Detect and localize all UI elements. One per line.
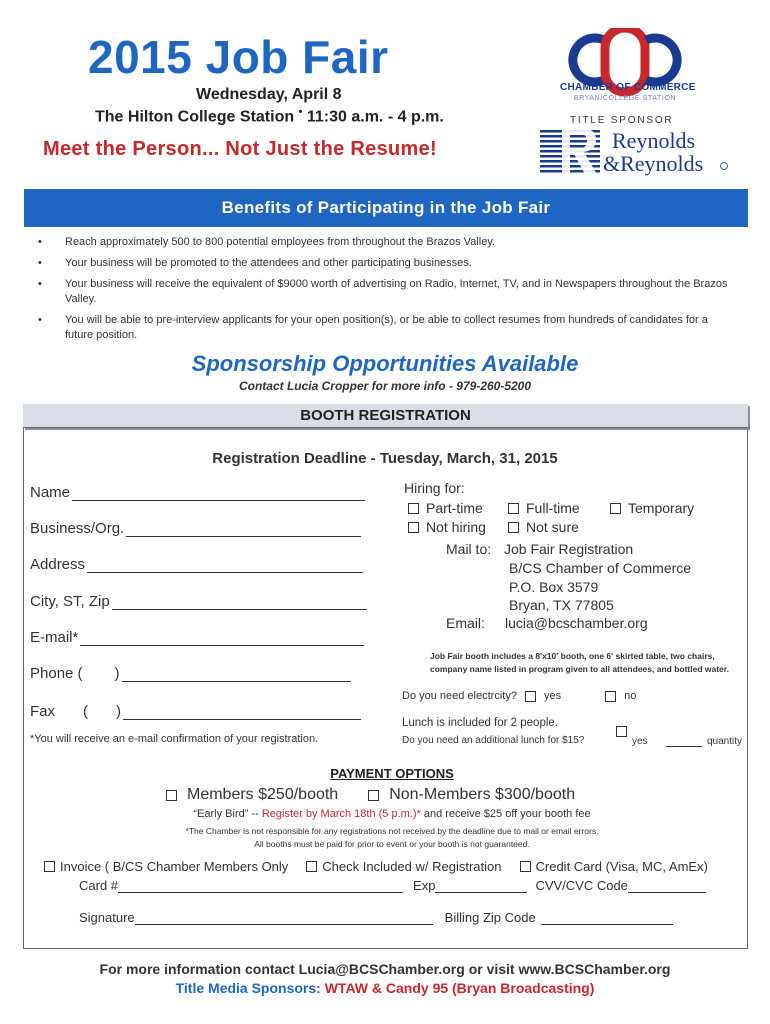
business-field[interactable] [30,520,361,537]
sponsor-line1: Reynolds [612,128,696,153]
invoice-checkbox[interactable] [44,861,55,872]
part-time-option[interactable] [408,500,483,516]
phone-line[interactable] [122,668,351,682]
exp-line[interactable] [435,881,527,893]
business-label: Business/Org. [30,520,125,537]
lunch-quantity-label: quantity [707,736,743,747]
electricity-label: Do you need electrcity? [402,690,517,702]
event-time: 11:30 a.m. - 4 p.m. [306,108,444,126]
payment-methods [44,859,708,874]
temporary-label: Temporary [628,500,695,516]
fax-close: ) [116,703,122,720]
lunch-quantity-field[interactable] [666,736,742,747]
registration-email [446,615,648,631]
full-time-option[interactable] [508,500,580,516]
benefits-heading: Benefits of Participating in the Job Fair [24,189,748,227]
title-sponsor-label: TITLE SPONSOR [570,115,674,126]
footer-contact: For more information contact Lucia@BCSChamber.org or visit www.BCSChamber.org [99,961,671,977]
benefit-item: • You will be able to pre-interview applicants for your open position(s), or be able to collect resumes from hundreds of candidates for a future position. [38,313,738,343]
address-label: Address [30,556,86,573]
hiring-label: Hiring for: [404,480,465,496]
sponsorship-heading: Sponsorship Opportunities Available [191,351,579,376]
media-sponsors-names: WTAW & Candy 95 (Bryan Broadcasting) [324,980,595,996]
phone-field[interactable] [30,665,351,682]
fax-label: Fax [30,703,56,720]
electricity-yes-label: yes [543,690,562,702]
fax-line[interactable] [123,706,361,720]
lunch-question: Do you need an additional lunch for $15? [402,735,585,746]
lunch-yes-checkbox[interactable] [616,726,627,737]
billing-zip-label: Billing Zip Code [444,910,536,925]
temporary-checkbox[interactable] [610,503,621,514]
name-line[interactable] [72,487,365,501]
event-tagline: Meet the Person... Not Just the Resume! [43,138,437,160]
not-sure-checkbox[interactable] [508,522,519,533]
booth-includes-note: Job Fair booth includes a 8'x10' booth, one 6' skirted table, two chairs, company name listed in program given to all attendees, and bottled water. [430,651,729,674]
chamber-name: CHAMBER OF COMMERCE [560,82,696,93]
chamber-subtitle: BRYAN/COLLEGE STATION [573,95,677,102]
fax-open: ( [83,703,89,720]
benefit-item: • Reach approximately 500 to 800 potential employees from throughout the Brazos Valley. [38,235,738,250]
cvv-line[interactable] [628,881,706,893]
benefit-item: • Your business will receive the equivalent of $9000 worth of advertising on Radio, Internet, TV, and in Newspapers throughout the Brazos Valley. [38,277,738,307]
city-line[interactable] [112,596,367,610]
benefits-list [38,235,738,349]
business-line[interactable] [126,523,361,537]
venue-name: The Hilton College Station [95,108,295,126]
email-row-label: Email: [446,615,485,631]
part-time-checkbox[interactable] [408,503,419,514]
sponsorship-contact: Contact Lucia Cropper for more info - 979-260-5200 [238,379,532,393]
footer-media-sponsors [0,980,770,996]
name-field[interactable] [30,484,365,501]
benefit-item: • Your business will be promoted to the attendees and other participating businesses. [38,256,738,271]
confirmation-note: *You will receive an e-mail confirmation of your registration. [30,733,319,745]
electricity-no-checkbox[interactable] [605,691,616,702]
mail-line2: B/CS Chamber of Commerce [509,559,692,576]
registration-email-address[interactable]: lucia@bcschamber.org [505,615,648,631]
mail-line1: Job Fair Registration [504,541,634,557]
exp-label: Exp [413,878,436,893]
part-time-label: Part-time [426,500,483,516]
reynolds-r-mark-icon [540,128,600,176]
not-sure-option[interactable] [508,519,579,535]
full-time-checkbox[interactable] [508,503,519,514]
email-line[interactable] [80,632,364,646]
signature-row [79,910,673,925]
invoice-label: Invoice ( B/CS Chamber Members Only [60,859,289,874]
cvv-label: CVV/CVC Code [535,878,628,893]
disclaimer-line1: *The Chamber is not responsible for any registrations not received by the deadline due to mail or email errors. [185,826,599,836]
lunch-yes-label: yes [632,736,648,747]
registration-header: BOOTH REGISTRATION [23,404,748,428]
media-sponsors-label: Title Media Sponsors: [175,980,321,996]
name-label: Name [30,484,71,501]
membership-pricing [166,786,575,804]
payment-options-heading: PAYMENT OPTIONS [330,766,454,781]
signature-label: Signature [79,910,135,925]
not-sure-label: Not sure [526,519,579,535]
not-hiring-option[interactable] [408,519,486,535]
reynolds-logo [540,128,730,178]
city-label: City, ST, Zip [30,593,110,610]
address-line[interactable] [87,559,363,573]
event-venue-time [95,106,444,126]
mail-label: Mail to: [446,541,492,557]
phone-label: Phone ( [30,665,83,682]
electricity-question [402,690,636,702]
mail-line3: P.O. Box 3579 [509,578,599,595]
signature-line[interactable] [135,913,433,925]
credit-card-checkbox[interactable] [520,861,531,872]
event-date: Wednesday, April 8 [196,86,342,103]
not-hiring-checkbox[interactable] [408,522,419,533]
lunch-note: Lunch is included for 2 people. [402,717,558,729]
early-bird-deadline: Register by March 18th (5 p.m.)* [261,808,421,820]
fax-field[interactable] [30,703,361,720]
venue-separator: • [298,106,303,118]
registration-deadline: Registration Deadline - Tuesday, March, 31, 2015 [212,450,558,467]
electricity-yes-checkbox[interactable] [525,691,536,702]
non-members-checkbox[interactable] [368,790,379,801]
event-title: 2015 Job Fair [88,31,389,83]
mail-line4: Bryan, TX 77805 [509,597,614,614]
mail-address [446,540,691,615]
disclaimer-line2: All booths must be paid for prior to event or your booth is not guaranteed. [254,839,530,849]
credit-card-label: Credit Card (Visa, MC, AmEx) [535,859,708,874]
not-hiring-label: Not hiring [426,519,486,535]
email-field[interactable] [30,629,364,646]
members-price: Members $250/booth [187,786,339,803]
address-field[interactable] [30,556,363,573]
full-time-label: Full-time [526,500,580,516]
early-bird-prefix: “Early Bird” -- [193,808,262,820]
early-bird-note [0,808,770,820]
city-field[interactable] [30,593,367,610]
check-label: Check Included w/ Registration [322,859,502,874]
card-number-label: Card # [79,878,119,893]
early-bird-discount: and receive $25 off your booth fee [420,808,591,820]
billing-zip-line[interactable] [541,913,673,925]
electricity-no-label: no [624,690,637,702]
card-number-line[interactable] [118,881,403,893]
phone-close: ) [114,665,120,682]
lunch-quantity-line[interactable] [666,737,702,747]
non-members-price: Non-Members $300/booth [389,786,576,803]
temporary-option[interactable] [610,500,694,516]
email-label: E-mail* [30,629,79,646]
sponsor-line2: &Reynolds [603,151,704,176]
card-details-row [79,878,706,893]
check-checkbox[interactable] [306,861,317,872]
members-checkbox[interactable] [166,790,177,801]
